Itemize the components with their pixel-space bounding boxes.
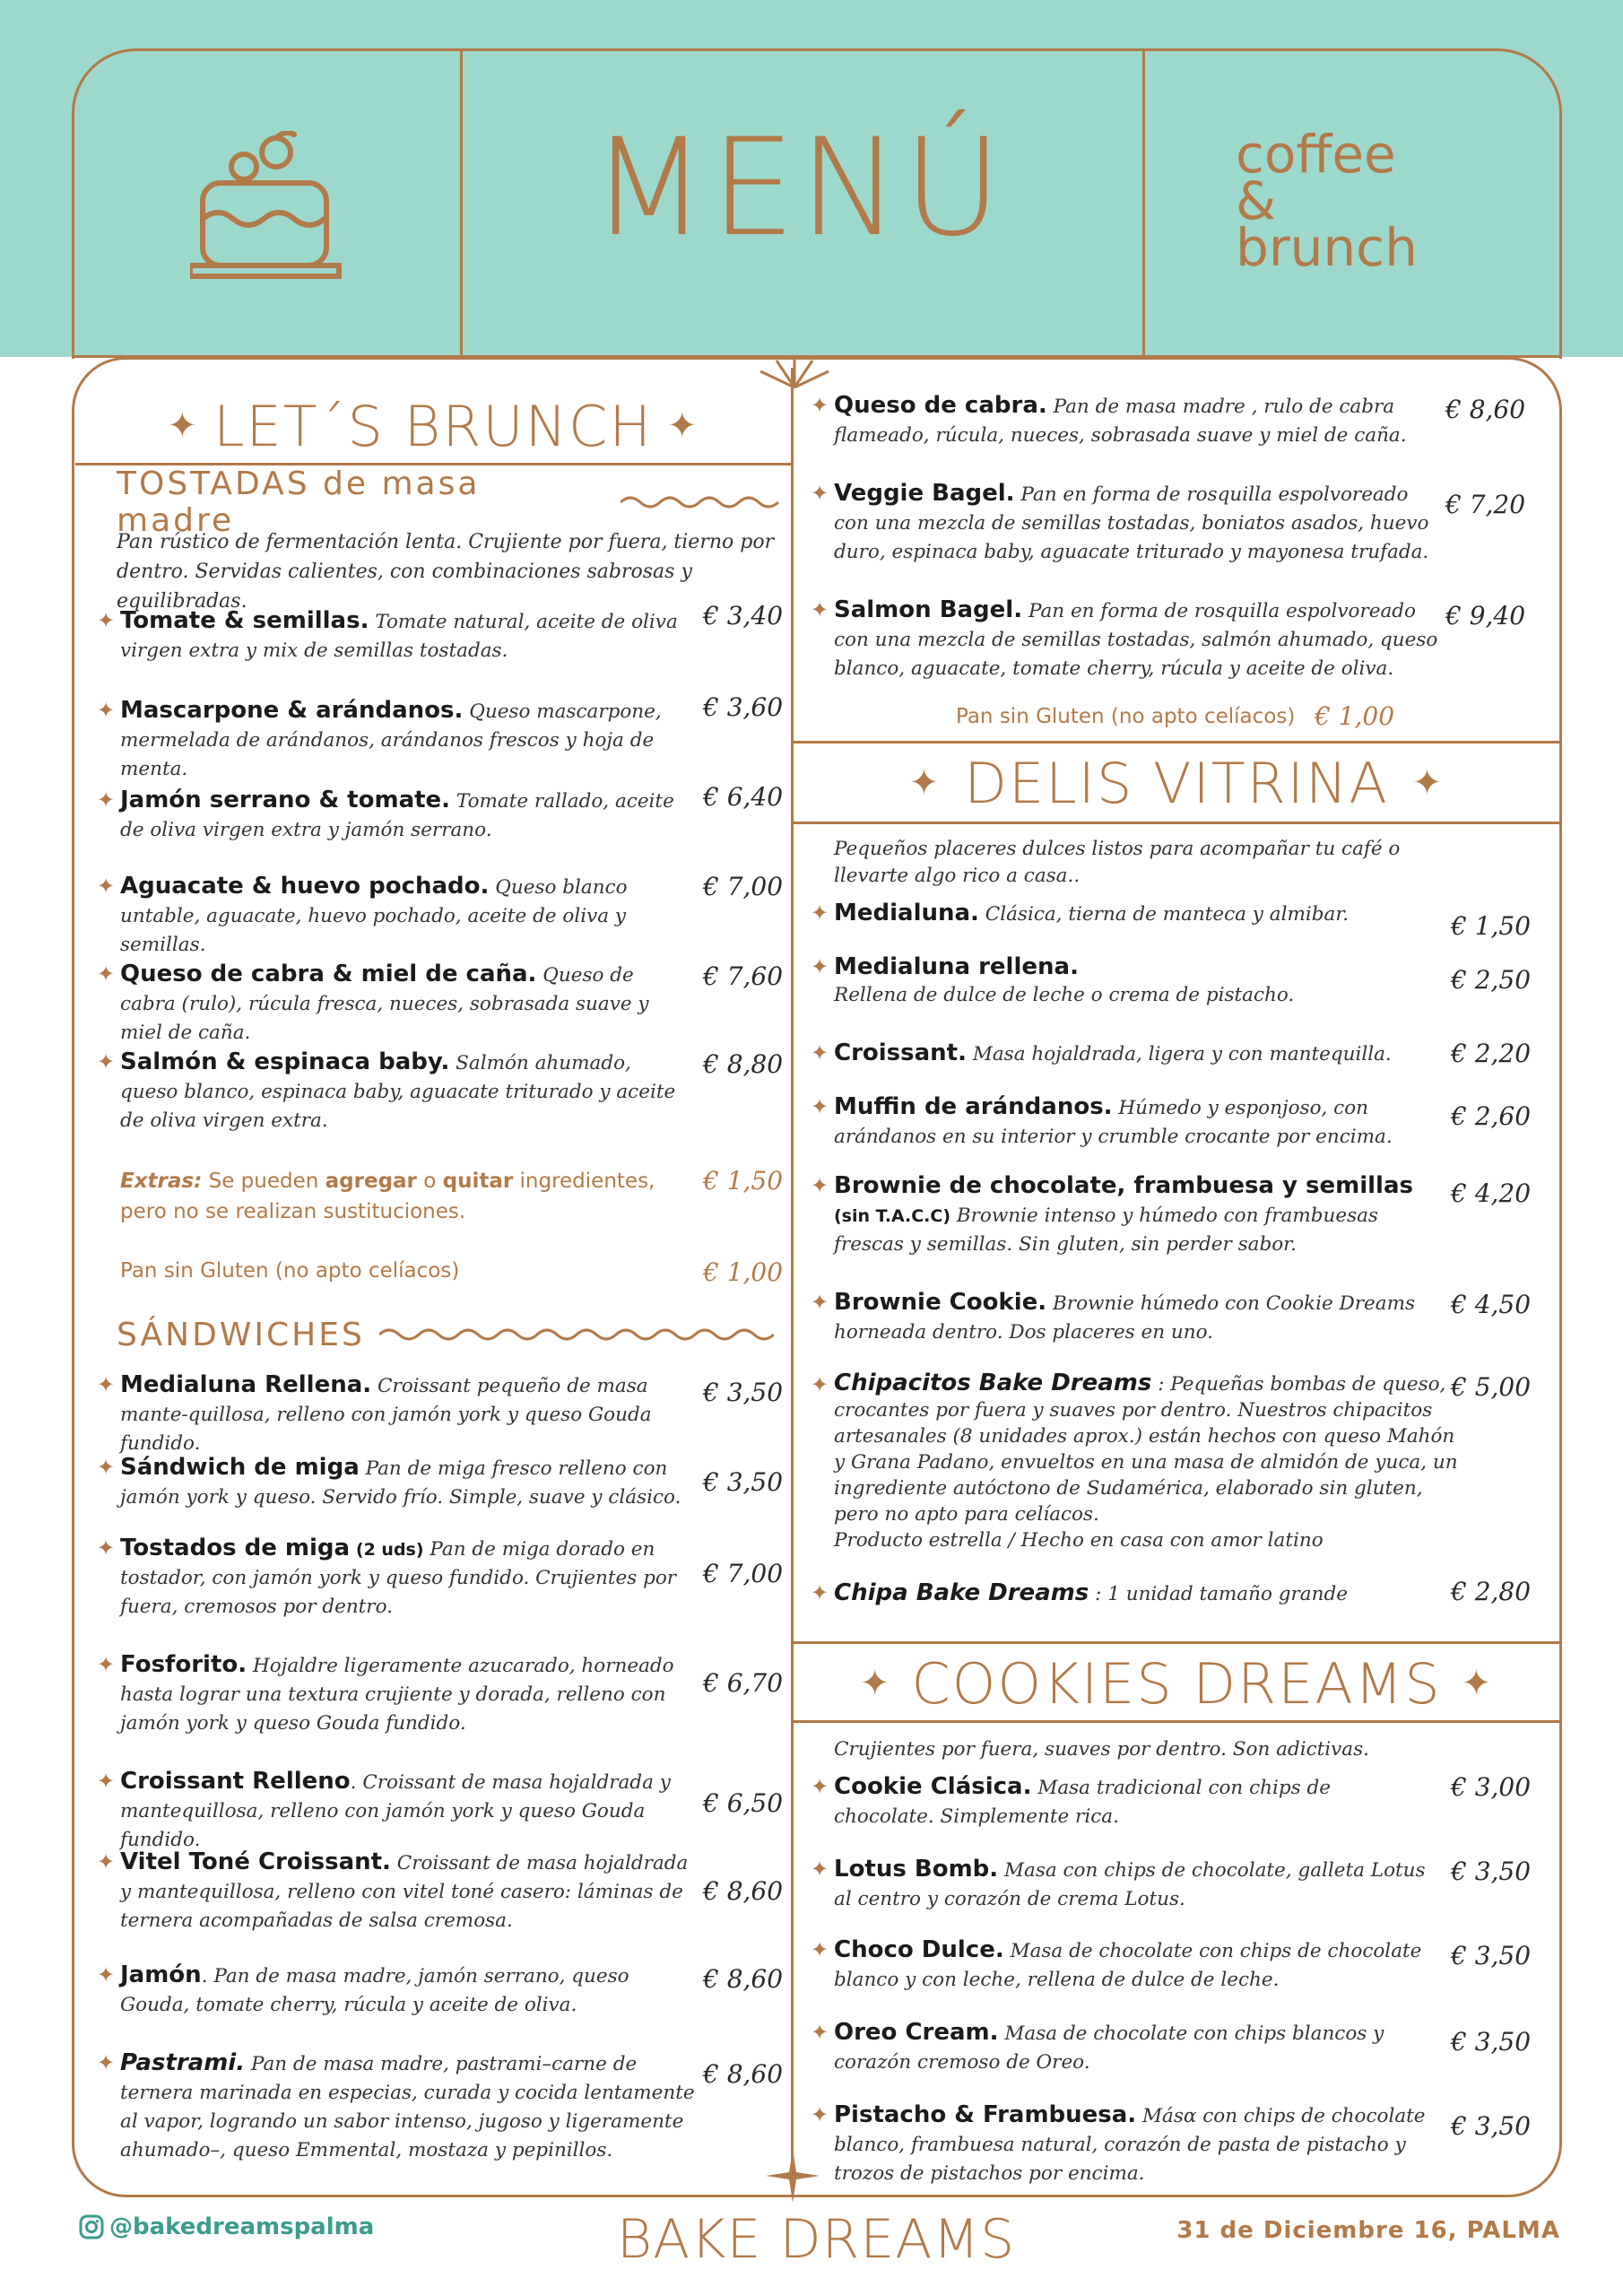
item-price: € 3,50 bbox=[703, 1467, 784, 1497]
list-item: ✦ Medialuna. Clásica, tierna de manteca y almibar. bbox=[811, 900, 1350, 926]
wave-icon bbox=[379, 1326, 774, 1344]
item-price: € 2,80 bbox=[1451, 1577, 1532, 1606]
tostadas-heading: TOSTADAS de masa madre bbox=[117, 477, 780, 527]
item-price: € 2,50 bbox=[1451, 965, 1532, 995]
item-price: € 4,20 bbox=[1451, 1178, 1532, 1208]
cake-icon bbox=[190, 131, 343, 283]
item-price: € 6,70 bbox=[703, 1668, 784, 1698]
item-price: € 5,00 bbox=[1451, 1372, 1532, 1402]
sparkle-icon: ✦ bbox=[97, 1849, 116, 1874]
address: 31 de Diciembre 16, PALMA bbox=[1176, 2217, 1560, 2244]
item-price: € 3,50 bbox=[1451, 1857, 1532, 1886]
item-price: € 2,20 bbox=[1451, 1039, 1532, 1068]
list-item: ✦ Tostados de miga (2 uds) Pan de miga dorado en tostador, con jamón york y queso fundido. Crujientes por fuera, cremosos por dentro. bbox=[97, 1535, 677, 1618]
sparkle-icon: ✦ bbox=[811, 597, 829, 622]
item-price: € 1,50 bbox=[1451, 911, 1532, 941]
list-item: ✦ Jamón serrano & tomate. Tomate rallado, aceite de oliva virgen extra y jamón serrano. bbox=[97, 787, 674, 841]
list-item: ✦ Croissant Relleno. Croissant de masa hojaldrada y mantequillosa, relleno con jamón york y queso Gouda fundido. bbox=[97, 1768, 671, 1851]
section-title-brunch: ✦ LET´S BRUNCH ✦ bbox=[167, 393, 699, 459]
list-item: ✦ Queso de cabra & miel de caña. Queso de cabra (rulo), rúcula fresca, nueces, sobrasada suave y miel de caña. bbox=[97, 961, 649, 1044]
item-price: € 8,80 bbox=[703, 1049, 784, 1079]
list-item: ✦ Brownie Cookie. Brownie húmedo con Cookie Dreams horneada dentro. Dos placeres en uno. bbox=[811, 1289, 1415, 1344]
list-item: ✦ Chipa Bake Dreams : 1 unidad tamaño grande bbox=[811, 1579, 1348, 1606]
sparkle-icon: ✦ bbox=[811, 954, 829, 979]
list-item: ✦ Muffin de arándanos. Húmedo y esponjoso, con arándanos en su interior y crumble crocante por encima. bbox=[811, 1093, 1393, 1148]
list-item: ✦ Tomate & semillas. Tomate natural, aceite de oliva virgen extra y mix de semillas tostadas. bbox=[97, 607, 678, 662]
cookies-intro: Crujientes por fuera, suaves por dentro. Son adictivas. bbox=[834, 1738, 1369, 1761]
extras-note: Extras: Se pueden agregar o quitar ingredientes, pero no se realizan sustituciones. bbox=[120, 1170, 655, 1223]
sparkle-icon: ✦ bbox=[1411, 762, 1445, 804]
sparkle-icon: ✦ bbox=[811, 1290, 829, 1315]
list-item: ✦ Sándwich de miga Pan de miga fresco relleno con jamón york y queso. Servido frío. Simple, suave y clásico. bbox=[97, 1454, 681, 1509]
list-item: ✦ Lotus Bomb. Masa con chips de chocolate, galleta Lotus al centro y corazón de crema Lotus. bbox=[811, 1856, 1426, 1910]
bagel-gluten-note: Pan sin Gluten (no apto celíacos) bbox=[956, 705, 1296, 728]
list-item: ✦ Medialuna Rellena. Croissant pequeño de masa mante-quillosa, relleno con jamón york y queso Gouda fundido. bbox=[97, 1371, 652, 1455]
item-price: € 3,50 bbox=[1451, 1941, 1532, 1970]
item-price: € 4,50 bbox=[1451, 1290, 1532, 1319]
section-divider bbox=[794, 741, 1559, 744]
sparkle-icon: ✦ bbox=[859, 1663, 892, 1704]
instagram-handle[interactable]: @bakedreamspalma bbox=[79, 2213, 374, 2240]
sparkle-icon: ✦ bbox=[1461, 1663, 1494, 1704]
sparkle-icon: ✦ bbox=[97, 787, 116, 813]
sparkle-icon: ✦ bbox=[811, 1774, 829, 1799]
delis-intro: Pequeños placeres dulces listos para acompañar tu café o llevarte algo rico a casa.. bbox=[834, 838, 1401, 887]
item-price: € 2,60 bbox=[1451, 1101, 1532, 1131]
item-price: € 8,60 bbox=[703, 1964, 784, 1994]
menu-title: MENÚ bbox=[590, 110, 1006, 266]
sparkle-icon: ✦ bbox=[811, 481, 829, 506]
header-divider bbox=[1142, 51, 1145, 359]
item-price: € 7,60 bbox=[703, 961, 784, 991]
list-item: ✦ Fosforito. Hojaldre ligeramente azucarado, horneado hasta lograr una textura crujiente y dorada, relleno con jamón york y queso Gouda fundido. bbox=[97, 1651, 674, 1735]
sparkle-icon: ✦ bbox=[811, 2102, 829, 2127]
sparkle-icon: ✦ bbox=[97, 1769, 116, 1794]
item-price: € 3,00 bbox=[1451, 1772, 1532, 1802]
list-item: ✦ Vitel Toné Croissant. Croissant de masa hojaldrada y mantequillosa, relleno con vitel toné casero: láminas de ternera acompañadas de salsa cremosa. bbox=[97, 1848, 689, 1932]
section-divider bbox=[794, 1720, 1559, 1723]
sparkle-icon: ✦ bbox=[97, 1049, 116, 1074]
sparkle-icon: ✦ bbox=[811, 1580, 829, 1605]
sparkle-icon: ✦ bbox=[811, 1372, 829, 1397]
list-item: ✦ Aguacate & huevo pochado. Queso blanco untable, aguacate, huevo pochado, aceite de oliva y semillas. bbox=[97, 873, 628, 956]
section-divider bbox=[794, 822, 1559, 824]
brand-logo: BAKE DREAMS bbox=[616, 2208, 1016, 2271]
item-price: € 8,60 bbox=[1445, 395, 1526, 424]
coffee-brunch-tagline: coffee & brunch bbox=[1236, 124, 1418, 278]
bagel-gluten-price: € 1,00 bbox=[1315, 701, 1395, 731]
sparkle-icon: ✦ bbox=[97, 2050, 116, 2075]
item-price: € 7,20 bbox=[1445, 490, 1526, 519]
item-price: € 3,50 bbox=[1451, 2027, 1532, 2057]
list-item: ✦ Pastrami. Pan de masa madre, pastrami–carne de ternera marinada en especias, curada y cocida lentamente al vapor, logrando un sabor intenso, jugoso y ligeramente ahumado–, queso Emmental, mostaza y pepinillos. bbox=[97, 2049, 695, 2161]
list-item: ✦ Jamón. Pan de masa madre, jamón serrano, queso Gouda, tomate cherry, rúcula y aceite de oliva. bbox=[97, 1961, 629, 2016]
sparkle-icon: ✦ bbox=[811, 2020, 829, 2045]
sparkle-icon: ✦ bbox=[811, 1173, 829, 1198]
list-item: ✦ Croissant. Masa hojaldrada, ligera y con mantequilla. bbox=[811, 1039, 1392, 1066]
sunburst-icon bbox=[750, 353, 839, 389]
sparkle-icon: ✦ bbox=[97, 961, 116, 987]
list-item: ✦ Chipacitos Bake Dreams : Pequeñas bombas de queso, crocantes por fuera y suaves por dentro. Nuestros chipacitos artesanales (8 unidades aprox.) están hechos con queso Mahón y Grana Padano, envueltos en una masa de almidón de yuca, un ingrediente autóctono de Sudamérica, elaborado sin gluten, pero no apto para celíacos. Producto estrella / Hecho en casa con amor latino bbox=[811, 1370, 1458, 1552]
item-price: € 6,50 bbox=[703, 1788, 784, 1818]
sparkle-icon: ✦ bbox=[97, 698, 116, 723]
sparkle-icon bbox=[766, 2149, 820, 2203]
sparkle-icon: ✦ bbox=[811, 1040, 829, 1065]
sparkle-icon: ✦ bbox=[811, 1857, 829, 1882]
item-price: € 3,60 bbox=[703, 692, 784, 722]
sparkle-icon: ✦ bbox=[811, 1937, 829, 1962]
sparkle-icon: ✦ bbox=[97, 1455, 116, 1480]
list-item: ✦ Queso de cabra. Pan de masa madre , rulo de cabra flameado, rúcula, nueces, sobrasada suave y miel de caña. bbox=[811, 392, 1407, 447]
item-price: € 7,00 bbox=[703, 872, 784, 901]
list-item: ✦ Pistacho & Frambuesa. Másα con chips de chocolate blanco, frambuesa natural, corazón de pasta de pistacho y trozos de pistachos por encima. bbox=[811, 2101, 1426, 2185]
instagram-icon bbox=[79, 2214, 104, 2239]
item-price: € 9,40 bbox=[1445, 601, 1526, 631]
sparkle-icon: ✦ bbox=[908, 762, 942, 804]
list-item: ✦ Veggie Bagel. Pan en forma de rosquilla espolvoreado con una mezcla de semillas tostadas, boniatos asados, huevo duro, espinaca baby, aguacate triturado y mayonesa trufada. bbox=[811, 480, 1429, 563]
tostadas-intro: Pan rústico de fermentación lenta. Crujiente por fuera, tierno por dentro. Servidas calientes, con combinaciones sabrosas y equilibradas. bbox=[117, 531, 775, 613]
item-price: € 7,00 bbox=[703, 1559, 784, 1588]
list-item: ✦ Salmon Bagel. Pan en forma de rosquilla espolvoreado con una mezcla de semillas tostadas, salmón ahumado, queso blanco, aguacate, tomate cherry, rúcula y aceite de oliva. bbox=[811, 596, 1438, 680]
sparkle-icon: ✦ bbox=[97, 608, 116, 633]
sparkle-icon: ✦ bbox=[811, 393, 829, 418]
list-item: ✦ Oreo Cream. Masa de chocolate con chips blancos y corazón cremoso de Oreo. bbox=[811, 2019, 1384, 2074]
extras-price: € 1,50 bbox=[703, 1166, 784, 1196]
column-divider bbox=[791, 368, 794, 2179]
section-title-cookies: ✦ COOKIES DREAMS ✦ bbox=[859, 1650, 1494, 1717]
gluten-price: € 1,00 bbox=[703, 1257, 784, 1287]
sparkle-icon: ✦ bbox=[97, 1962, 116, 1987]
list-item: ✦ Medialuna rellena. Rellena de dulce de leche o crema de pistacho. bbox=[811, 953, 1295, 1006]
item-price: € 3,40 bbox=[703, 601, 784, 631]
gluten-note: Pan sin Gluten (no apto celíacos) bbox=[120, 1259, 460, 1283]
sandwiches-heading: SÁNDWICHES bbox=[117, 1309, 780, 1360]
sparkle-icon: ✦ bbox=[97, 1372, 116, 1397]
list-item: ✦ Salmón & espinaca baby. Salmón ahumado, queso blanco, espinaca baby, aguacate triturado y aceite de oliva virgen extra. bbox=[97, 1048, 676, 1132]
list-item: ✦ Choco Dulce. Masa de chocolate con chips de chocolate blanco y con leche, rellena de dulce de leche. bbox=[811, 1936, 1422, 1991]
sparkle-icon: ✦ bbox=[811, 1094, 829, 1119]
section-title-delis: ✦ DELIS VITRINA ✦ bbox=[908, 750, 1445, 816]
item-price: € 3,50 bbox=[1451, 2111, 1532, 2141]
list-item: ✦ Mascarpone & arándanos. Queso mascarpone, mermelada de arándanos, arándanos frescos y hoja de menta. bbox=[97, 697, 662, 780]
sparkle-icon: ✦ bbox=[97, 1535, 116, 1561]
item-price: € 6,40 bbox=[703, 782, 784, 812]
sparkle-icon: ✦ bbox=[167, 405, 200, 447]
sparkle-icon: ✦ bbox=[666, 405, 699, 447]
wave-icon bbox=[621, 493, 780, 511]
item-price: € 8,60 bbox=[703, 2059, 784, 2089]
list-item: ✦ Brownie de chocolate, frambuesa y semillas (sin T.A.C.C) Brownie intenso y húmedo con frambuesas frescas y semillas. Sin gluten, sin perder sabor. bbox=[811, 1172, 1413, 1256]
item-price: € 3,50 bbox=[703, 1378, 784, 1407]
item-price: € 8,60 bbox=[703, 1876, 784, 1906]
sparkle-icon: ✦ bbox=[811, 900, 829, 926]
sparkle-icon: ✦ bbox=[97, 874, 116, 899]
sparkle-icon: ✦ bbox=[97, 1652, 116, 1677]
list-item: ✦ Cookie Clásica. Masa tradicional con chips de chocolate. Simplemente rica. bbox=[811, 1773, 1331, 1828]
section-divider bbox=[794, 1641, 1559, 1644]
